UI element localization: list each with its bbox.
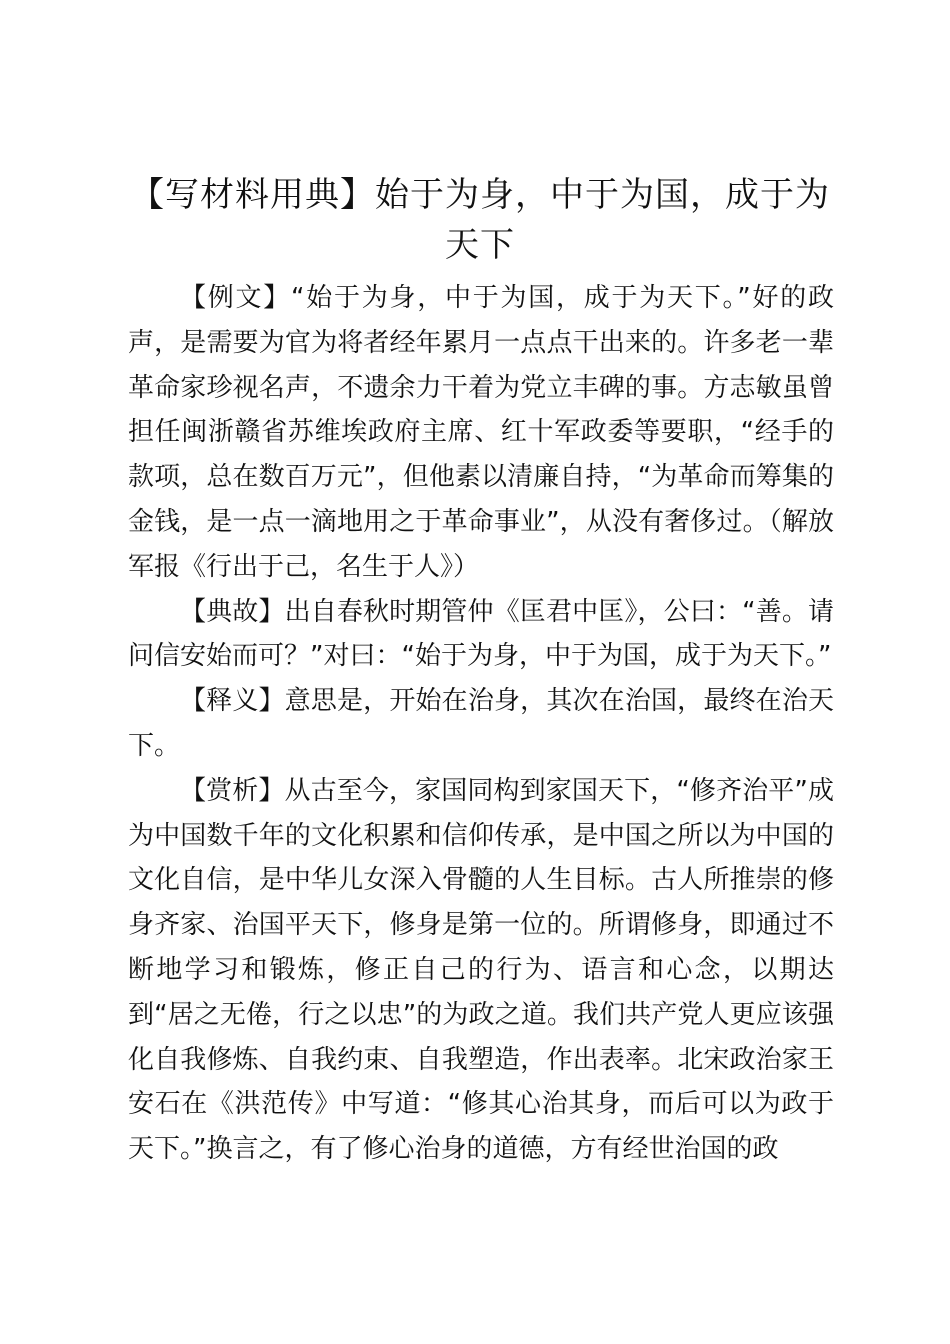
paragraph-appreciation: 【赏析】从古至今，家国同构到家国天下，“修齐治平”成为中国数千年的文化积累和信仰传承，是中国之所以为中国的文化自信，是中华儿女深入骨髓的人生目标。古人所推崇的修身齐家、治国平天下，修身是第一位的。所谓修身，即通过不断地学习和锻炼，修正自己的行为、语言和心念，以期达到“居之无倦，行之以忠”的为政之道。我们共产党人更应该强化自我修炼、自我约束、自我塑造，作出表率。北宋政治家王安石在《洪范传》中写道：“修其心治其身，而后可以为政于天下。”换言之，有了修心治身的道德，方有经世治国的政 <box>128 775 834 1165</box>
document-body <box>128 276 834 1172</box>
paragraph-meaning: 【释义】意思是，开始在治身，其次在治国，最终在治天下。 <box>128 686 834 761</box>
document-title: 【写材料用典】始于为身，中于为国，成于为天下 <box>130 175 830 265</box>
paragraph-allusion: 【典故】出自春秋时期管仲《匡君中匡》，公曰：“善。请问信安始而可？”对曰：“始于为身，中于为国，成于为天下。” <box>128 596 834 672</box>
paragraph-example: 【例文】“始于为身，中于为国，成于为天下。”好的政声，是需要为官为将者经年累月一点点干出来的。许多老一辈革命家珍视名声，不遗余力干着为党立丰碑的事。方志敏虽曾担任闽浙赣省苏维埃政府主席、红十军政委等要职，“经手的款项，总在数百万元”，但他素以清廉自持，“为革命而筹集的金钱，是一点一滴地用之于革命事业”，从没有奢侈过。（解放军报《行出于己，名生于人》） <box>128 283 834 582</box>
